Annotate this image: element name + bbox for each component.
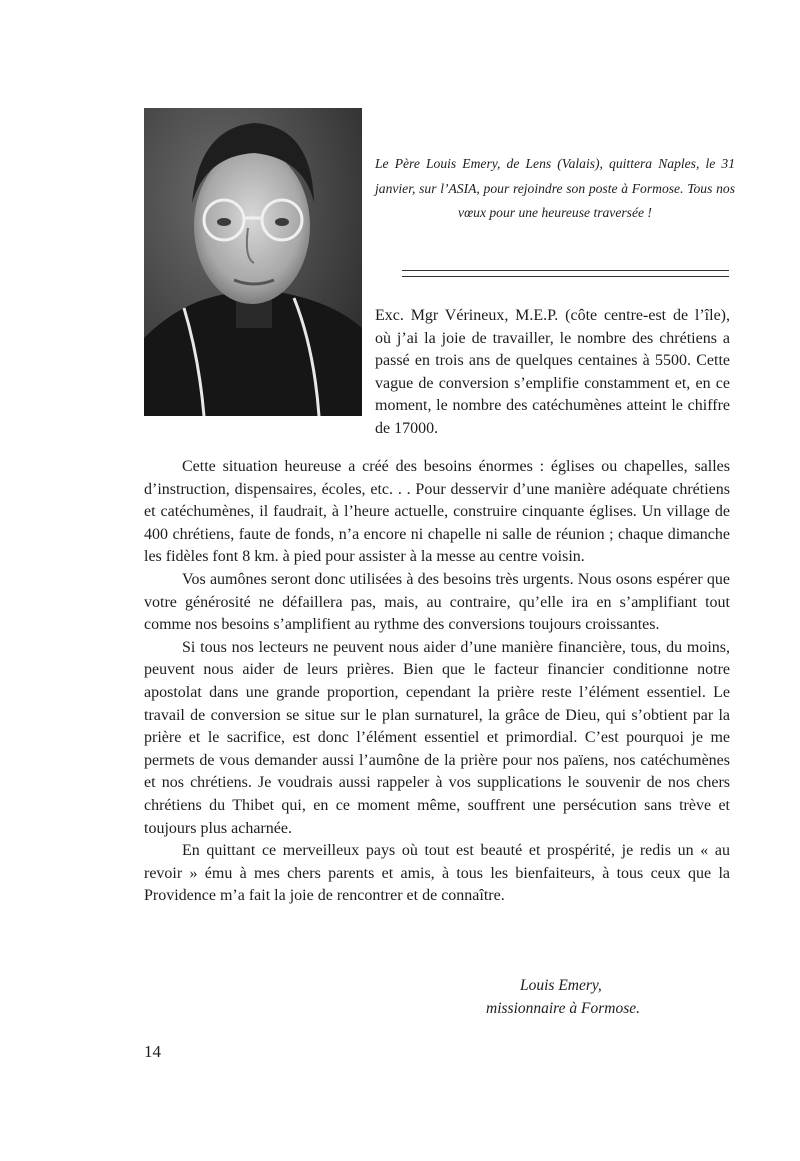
paragraph-1: Exc. Mgr Vérineux, M.E.P. (côte centre-est de l’île), où j’ai la joie de travailler, le nombre des chrétiens a passé en trois ans de quelques centaines à 5500. Cette vague de conversion s’emplifie constamment et, en ce moment, le nombre des catéchumènes atteint le chiffre de 17000. [375, 307, 730, 437]
paragraph-3: Vos aumônes seront donc utilisées à des besoins très urgents. Nous osons espérer que votre générosité ne défaillera pas, mais, au contraire, qu’elle ira en s’amplifiant tout comme nos besoins s’amplifient au rythme des conversions toujours croissantes. [144, 570, 730, 634]
photo-caption: Le Père Louis Emery, de Lens (Valais), quittera Naples, le 31 janvier, sur l’ASIA, pour rejoindre son poste à Formose. Tous nos vœux pour une heureuse traversée ! [375, 156, 735, 220]
page-number: 14 [144, 1042, 161, 1061]
article-body [144, 456, 730, 908]
paragraph-4: Si tous nos lecteurs ne peuvent nous aider d’une manière financière, tous, du moins, peuvent nous aider de leurs prières. Bien que le facteur financier conditionne notre apostolat dans une grande proportion, cependant la prière reste l’élément essentiel. Le travail de conversion se situe sur le plan surnaturel, la grâce de Dieu, qui s’obtient par la prière et le sacrifice, est donc l’élément essentiel et primordial. C’est pourquoi je me permets de vous demander aussi l’aumône de la prière pour nos païens, nos catéchumènes et nos chrétiens. Je voudrais aussi rappeler à vos supplications le souvenir de nos chers chrétiens du Thibet qui, en ce moment même, souffrent une persécution sans trève et toujours plus acharnée. [144, 638, 730, 837]
signature-title: missionnaire à Formose. [486, 1000, 640, 1017]
signature-name: Louis Emery, [520, 977, 602, 994]
paragraph-2: Cette situation heureuse a créé des besoins énormes : églises ou chapelles, salles d’instruction, dispensaires, écoles, etc. . . Pour desservir d’une manière adéquate chrétiens et catéchumènes, il faudrait, à l’heure actuelle, construire cinquante églises. Un village de 400 chrétiens, faute de fonds, n’a encore ni chapelle ni salle de réunion ; chaque dimanche les fidèles font 8 km. à pied pour assister à la messe au centre voisin. [144, 458, 730, 566]
caption-divider-bottom [402, 276, 729, 277]
portrait-photo [144, 108, 362, 416]
caption-divider-top [402, 270, 729, 271]
paragraph-5: En quittant ce merveilleux pays où tout est beauté et prospérité, je redis un « au revoir » ému à mes chers parents et amis, à tous les bienfaiteurs, à tous ceux que la Providence m’a fait la joie de rencontrer et de connaître. [144, 842, 730, 905]
